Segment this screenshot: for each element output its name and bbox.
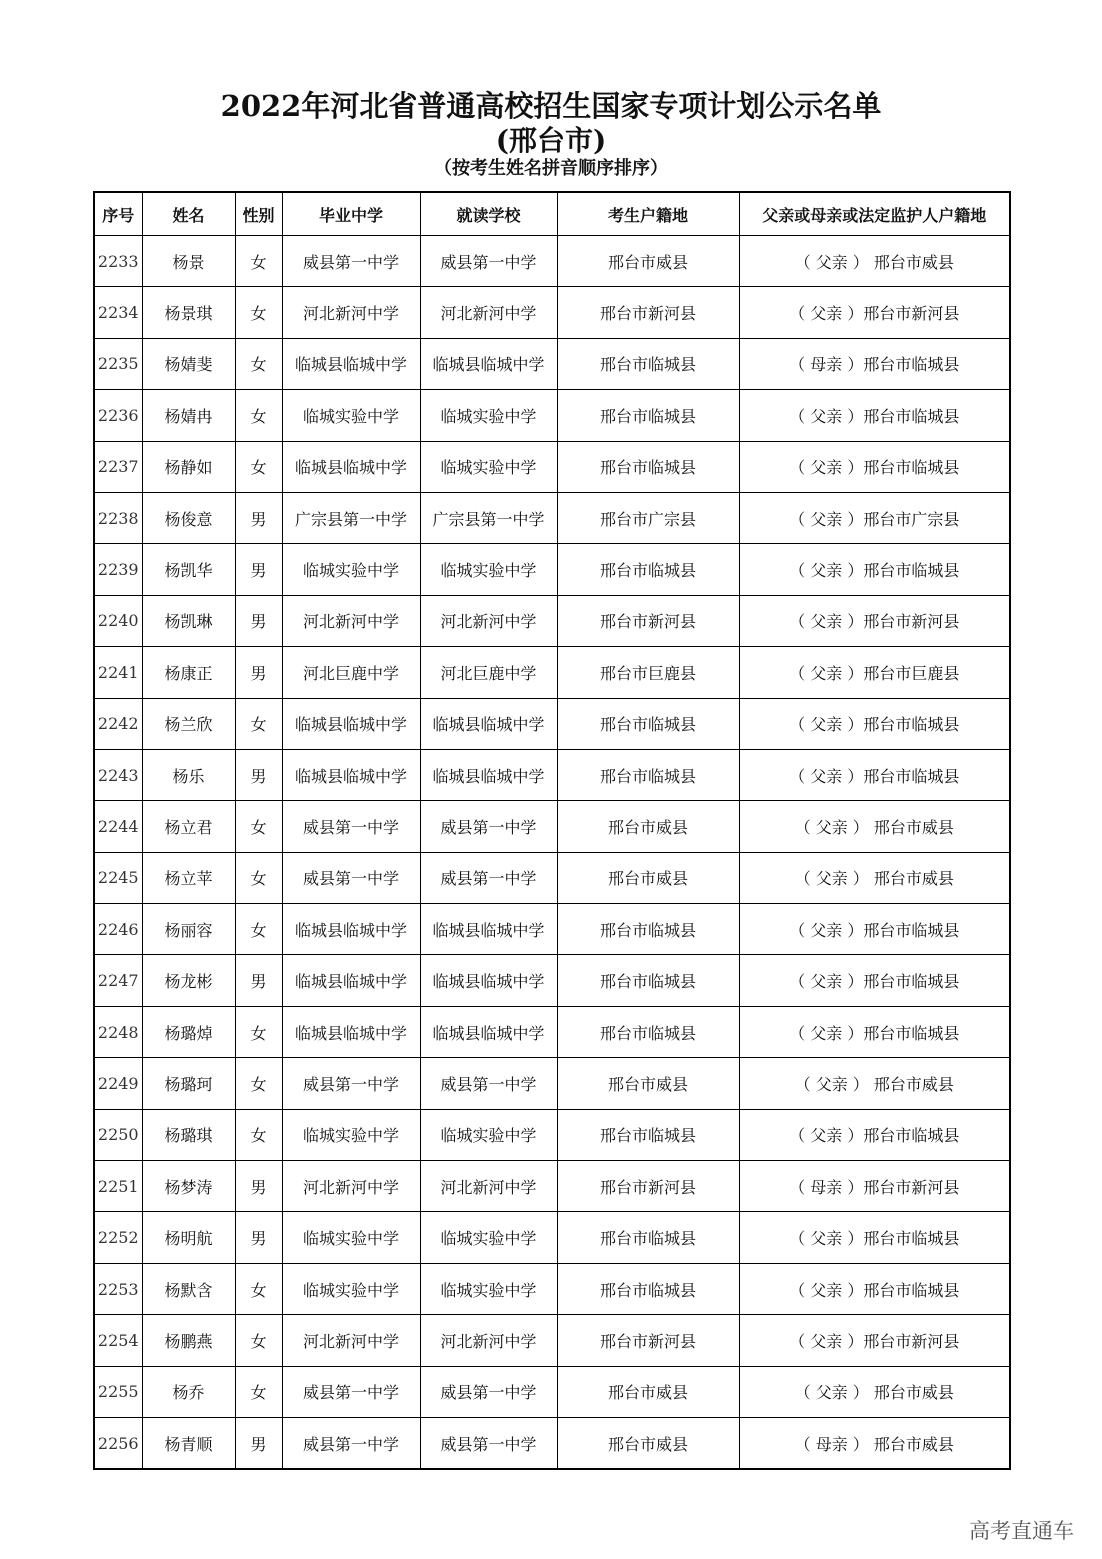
cell-seq: 2239 — [94, 544, 142, 595]
table-row — [94, 390, 1010, 441]
watermark: 高考直通车 — [969, 1519, 1074, 1543]
cell-guardian-residence: （ 父亲 ）邢台市临城县 — [739, 1109, 1010, 1160]
cell-graduated-school: 威县第一中学 — [282, 1366, 420, 1417]
cell-student-residence: 邢台市威县 — [557, 852, 739, 903]
table-row — [94, 801, 1010, 852]
cell-guardian-residence: （ 父亲 ）邢台市广宗县 — [739, 492, 1010, 543]
cell-current-school: 临城县临城中学 — [420, 904, 557, 955]
cell-gender: 女 — [235, 1315, 282, 1366]
page-title: 2022年河北省普通高校招生国家专项计划公示名单 — [220, 89, 882, 123]
cell-current-school: 河北新河中学 — [420, 1315, 557, 1366]
cell-seq: 2233 — [94, 236, 142, 287]
cell-name: 杨静如 — [142, 441, 235, 492]
cell-current-school: 河北新河中学 — [420, 595, 557, 646]
cell-current-school: 威县第一中学 — [420, 236, 557, 287]
cell-gender: 女 — [235, 1109, 282, 1160]
cell-student-residence: 邢台市威县 — [557, 801, 739, 852]
cell-guardian-residence: （ 父亲 ）邢台市临城县 — [739, 1263, 1010, 1314]
cell-current-school: 威县第一中学 — [420, 1366, 557, 1417]
cell-student-residence: 邢台市临城县 — [557, 338, 739, 389]
cell-seq: 2242 — [94, 698, 142, 749]
table-row — [94, 1263, 1010, 1314]
table-row — [94, 749, 1010, 800]
cell-name: 杨梦涛 — [142, 1161, 235, 1212]
cell-guardian-residence: （ 父亲 ）邢台市临城县 — [739, 1006, 1010, 1057]
cell-current-school: 河北新河中学 — [420, 287, 557, 338]
cell-name: 杨立苹 — [142, 852, 235, 903]
table-row — [94, 698, 1010, 749]
cell-student-residence: 邢台市临城县 — [557, 1212, 739, 1263]
table-row — [94, 236, 1010, 287]
cell-gender: 男 — [235, 595, 282, 646]
cell-guardian-residence: （ 父亲 ）邢台市巨鹿县 — [739, 647, 1010, 698]
cell-current-school: 威县第一中学 — [420, 1058, 557, 1109]
cell-seq: 2248 — [94, 1006, 142, 1057]
cell-guardian-residence: （ 父亲 ）邢台市新河县 — [739, 1315, 1010, 1366]
cell-guardian-residence: （ 父亲 ）邢台市临城县 — [739, 904, 1010, 955]
cell-name: 杨丽容 — [142, 904, 235, 955]
cell-graduated-school: 临城实验中学 — [282, 1212, 420, 1263]
table-body — [94, 236, 1010, 1470]
cell-current-school: 临城实验中学 — [420, 1109, 557, 1160]
cell-name: 杨青顺 — [142, 1417, 235, 1469]
cell-name: 杨明航 — [142, 1212, 235, 1263]
cell-seq: 2234 — [94, 287, 142, 338]
cell-gender: 女 — [235, 1058, 282, 1109]
cell-student-residence: 邢台市临城县 — [557, 698, 739, 749]
cell-current-school: 河北新河中学 — [420, 1161, 557, 1212]
cell-student-residence: 邢台市广宗县 — [557, 492, 739, 543]
cell-guardian-residence: （ 父亲 ） 邢台市威县 — [739, 852, 1010, 903]
cell-seq: 2251 — [94, 1161, 142, 1212]
cell-name: 杨景琪 — [142, 287, 235, 338]
cell-graduated-school: 河北新河中学 — [282, 1315, 420, 1366]
cell-gender: 男 — [235, 955, 282, 1006]
cell-graduated-school: 临城县临城中学 — [282, 749, 420, 800]
cell-graduated-school: 威县第一中学 — [282, 1417, 420, 1469]
cell-name: 杨鹏燕 — [142, 1315, 235, 1366]
cell-graduated-school: 临城县临城中学 — [282, 698, 420, 749]
cell-guardian-residence: （ 父亲 ）邢台市临城县 — [739, 441, 1010, 492]
cell-guardian-residence: （ 母亲 ）邢台市新河县 — [739, 1161, 1010, 1212]
cell-current-school: 临城实验中学 — [420, 1212, 557, 1263]
cell-gender: 男 — [235, 1212, 282, 1263]
cell-name: 杨璐琪 — [142, 1109, 235, 1160]
cell-name: 杨默含 — [142, 1263, 235, 1314]
table-row — [94, 1161, 1010, 1212]
cell-seq: 2237 — [94, 441, 142, 492]
cell-current-school: 临城实验中学 — [420, 1263, 557, 1314]
cell-student-residence: 邢台市威县 — [557, 236, 739, 287]
cell-name: 杨凯琳 — [142, 595, 235, 646]
cell-student-residence: 邢台市威县 — [557, 1058, 739, 1109]
table-row — [94, 904, 1010, 955]
cell-student-residence: 邢台市临城县 — [557, 904, 739, 955]
cell-graduated-school: 河北新河中学 — [282, 287, 420, 338]
cell-name: 杨景 — [142, 236, 235, 287]
cell-gender: 男 — [235, 1417, 282, 1469]
cell-graduated-school: 临城实验中学 — [282, 544, 420, 595]
cell-name: 杨璐珂 — [142, 1058, 235, 1109]
cell-seq: 2240 — [94, 595, 142, 646]
cell-current-school: 威县第一中学 — [420, 801, 557, 852]
cell-student-residence: 邢台市临城县 — [557, 955, 739, 1006]
cell-graduated-school: 临城县临城中学 — [282, 955, 420, 1006]
cell-graduated-school: 临城实验中学 — [282, 1263, 420, 1314]
cell-current-school: 临城县临城中学 — [420, 698, 557, 749]
cell-name: 杨乐 — [142, 749, 235, 800]
cell-student-residence: 邢台市临城县 — [557, 390, 739, 441]
header-current-school: 就读学校 — [420, 192, 557, 236]
cell-seq: 2247 — [94, 955, 142, 1006]
cell-current-school: 临城实验中学 — [420, 390, 557, 441]
cell-guardian-residence: （ 父亲 ）邢台市临城县 — [739, 749, 1010, 800]
table-row — [94, 441, 1010, 492]
cell-student-residence: 邢台市临城县 — [557, 1263, 739, 1314]
cell-name: 杨婧冉 — [142, 390, 235, 441]
header-student-residence: 考生户籍地 — [557, 192, 739, 236]
cell-guardian-residence: （ 母亲 ） 邢台市威县 — [739, 1417, 1010, 1469]
cell-gender: 女 — [235, 287, 282, 338]
cell-student-residence: 邢台市临城县 — [557, 441, 739, 492]
cell-name: 杨璐焯 — [142, 1006, 235, 1057]
cell-current-school: 临城县临城中学 — [420, 338, 557, 389]
cell-current-school: 广宗县第一中学 — [420, 492, 557, 543]
header-seq: 序号 — [94, 192, 142, 236]
cell-graduated-school: 河北新河中学 — [282, 595, 420, 646]
cell-student-residence: 邢台市威县 — [557, 1417, 739, 1469]
cell-name: 杨龙彬 — [142, 955, 235, 1006]
cell-name: 杨俊意 — [142, 492, 235, 543]
cell-seq: 2256 — [94, 1417, 142, 1469]
header-guardian-residence: 父亲或母亲或法定监护人户籍地 — [739, 192, 1010, 236]
cell-seq: 2254 — [94, 1315, 142, 1366]
cell-current-school: 威县第一中学 — [420, 1417, 557, 1469]
cell-seq: 2243 — [94, 749, 142, 800]
cell-student-residence: 邢台市威县 — [557, 1366, 739, 1417]
table-row — [94, 1109, 1010, 1160]
cell-student-residence: 邢台市临城县 — [557, 544, 739, 595]
cell-graduated-school: 威县第一中学 — [282, 801, 420, 852]
cell-gender: 女 — [235, 441, 282, 492]
table-row — [94, 287, 1010, 338]
cell-graduated-school: 临城县临城中学 — [282, 441, 420, 492]
header-gender: 性别 — [235, 192, 282, 236]
cell-seq: 2238 — [94, 492, 142, 543]
cell-graduated-school: 河北新河中学 — [282, 1161, 420, 1212]
cell-student-residence: 邢台市临城县 — [557, 1109, 739, 1160]
cell-current-school: 临城实验中学 — [420, 544, 557, 595]
cell-gender: 女 — [235, 1366, 282, 1417]
cell-guardian-residence: （ 父亲 ）邢台市临城县 — [739, 955, 1010, 1006]
cell-name: 杨兰欣 — [142, 698, 235, 749]
table-row — [94, 1417, 1010, 1469]
cell-guardian-residence: （ 父亲 ） 邢台市威县 — [739, 1366, 1010, 1417]
cell-current-school: 临城县临城中学 — [420, 955, 557, 1006]
cell-guardian-residence: （ 母亲 ）邢台市临城县 — [739, 338, 1010, 389]
table-row — [94, 1058, 1010, 1109]
cell-graduated-school: 威县第一中学 — [282, 852, 420, 903]
table-row — [94, 852, 1010, 903]
cell-gender: 女 — [235, 236, 282, 287]
cell-guardian-residence: （ 父亲 ）邢台市临城县 — [739, 390, 1010, 441]
sort-order-note: （按考生姓名拼音顺序排序） — [434, 158, 668, 179]
cell-seq: 2245 — [94, 852, 142, 903]
cell-graduated-school: 临城县临城中学 — [282, 338, 420, 389]
cell-seq: 2253 — [94, 1263, 142, 1314]
cell-current-school: 河北巨鹿中学 — [420, 647, 557, 698]
cell-current-school: 临城县临城中学 — [420, 749, 557, 800]
table-row — [94, 492, 1010, 543]
table-header — [94, 192, 1010, 236]
table-row — [94, 544, 1010, 595]
cell-student-residence: 邢台市新河县 — [557, 595, 739, 646]
cell-graduated-school: 临城实验中学 — [282, 390, 420, 441]
table-row — [94, 1315, 1010, 1366]
cell-guardian-residence: （ 父亲 ）邢台市新河县 — [739, 595, 1010, 646]
cell-seq: 2249 — [94, 1058, 142, 1109]
cell-graduated-school: 威县第一中学 — [282, 1058, 420, 1109]
cell-name: 杨婧斐 — [142, 338, 235, 389]
admission-roster-table — [93, 191, 1011, 1470]
cell-student-residence: 邢台市新河县 — [557, 287, 739, 338]
table-row — [94, 647, 1010, 698]
cell-guardian-residence: （ 父亲 ） 邢台市威县 — [739, 236, 1010, 287]
cell-name: 杨凯华 — [142, 544, 235, 595]
cell-gender: 女 — [235, 801, 282, 852]
cell-graduated-school: 威县第一中学 — [282, 236, 420, 287]
cell-current-school: 临城实验中学 — [420, 441, 557, 492]
cell-seq: 2250 — [94, 1109, 142, 1160]
table-row — [94, 1006, 1010, 1057]
page-subtitle-city: (邢台市) — [495, 124, 607, 157]
cell-graduated-school: 河北巨鹿中学 — [282, 647, 420, 698]
cell-seq: 2255 — [94, 1366, 142, 1417]
cell-student-residence: 邢台市临城县 — [557, 1006, 739, 1057]
cell-student-residence: 邢台市临城县 — [557, 749, 739, 800]
cell-gender: 女 — [235, 390, 282, 441]
cell-seq: 2246 — [94, 904, 142, 955]
cell-guardian-residence: （ 父亲 ） 邢台市威县 — [739, 801, 1010, 852]
cell-seq: 2236 — [94, 390, 142, 441]
cell-student-residence: 邢台市巨鹿县 — [557, 647, 739, 698]
cell-guardian-residence: （ 父亲 ）邢台市临城县 — [739, 544, 1010, 595]
cell-guardian-residence: （ 父亲 ）邢台市临城县 — [739, 1212, 1010, 1263]
cell-guardian-residence: （ 父亲 ） 邢台市威县 — [739, 1058, 1010, 1109]
cell-guardian-residence: （ 父亲 ）邢台市临城县 — [739, 698, 1010, 749]
cell-guardian-residence: （ 父亲 ）邢台市新河县 — [739, 287, 1010, 338]
cell-gender: 男 — [235, 1161, 282, 1212]
cell-gender: 男 — [235, 492, 282, 543]
cell-student-residence: 邢台市新河县 — [557, 1161, 739, 1212]
cell-student-residence: 邢台市新河县 — [557, 1315, 739, 1366]
cell-gender: 男 — [235, 544, 282, 595]
cell-gender: 女 — [235, 1006, 282, 1057]
table-row — [94, 955, 1010, 1006]
cell-gender: 女 — [235, 338, 282, 389]
cell-gender: 男 — [235, 647, 282, 698]
cell-current-school: 临城县临城中学 — [420, 1006, 557, 1057]
header-graduated-school: 毕业中学 — [282, 192, 420, 236]
table-row — [94, 1212, 1010, 1263]
cell-graduated-school: 临城县临城中学 — [282, 1006, 420, 1057]
table-row — [94, 595, 1010, 646]
cell-seq: 2244 — [94, 801, 142, 852]
cell-graduated-school: 临城县临城中学 — [282, 904, 420, 955]
table-row — [94, 338, 1010, 389]
cell-gender: 男 — [235, 749, 282, 800]
cell-gender: 女 — [235, 1263, 282, 1314]
table-row — [94, 1366, 1010, 1417]
cell-seq: 2235 — [94, 338, 142, 389]
cell-graduated-school: 广宗县第一中学 — [282, 492, 420, 543]
cell-name: 杨康正 — [142, 647, 235, 698]
cell-current-school: 威县第一中学 — [420, 852, 557, 903]
cell-name: 杨立君 — [142, 801, 235, 852]
cell-graduated-school: 临城实验中学 — [282, 1109, 420, 1160]
cell-gender: 女 — [235, 904, 282, 955]
cell-name: 杨乔 — [142, 1366, 235, 1417]
cell-gender: 女 — [235, 852, 282, 903]
header-row — [94, 192, 1010, 236]
cell-seq: 2241 — [94, 647, 142, 698]
cell-gender: 女 — [235, 698, 282, 749]
header-name: 姓名 — [142, 192, 235, 236]
cell-seq: 2252 — [94, 1212, 142, 1263]
